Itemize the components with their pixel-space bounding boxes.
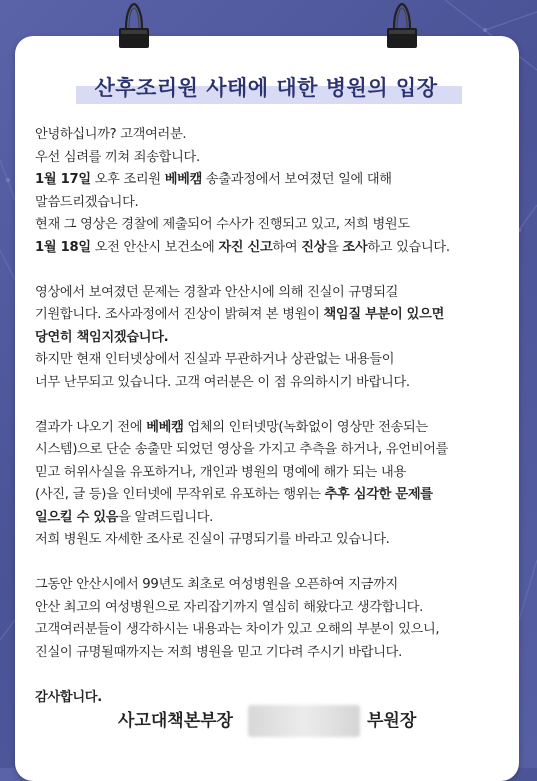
text-segment: 고객여러분들이 생각하시는 내용과는 차이가 있고 오해의 부분이 있으니,: [35, 622, 440, 637]
emphasized-text: 감사합니다.: [35, 689, 102, 705]
text-segment: (사진, 글 등)을 인터넷에 무작위로 유포하는 행위는: [35, 487, 325, 502]
text-segment: 하고 있습니다.: [367, 239, 450, 255]
text-segment: 오후 조리원: [90, 172, 165, 187]
text-segment: 안산 최고의 여성병원으로 자리잡기까지 열심히 해왔다고 생각합니다.: [35, 599, 423, 615]
letter-line: [35, 282, 515, 305]
text-segment: 말씀드리겠습니다.: [35, 194, 139, 210]
emphasized-text: 조사: [342, 239, 368, 255]
letter-line: [35, 304, 515, 327]
letter-line: [35, 484, 515, 507]
emphasized-text: 책임질 부분이 있으면: [323, 307, 445, 322]
letter-line: [35, 529, 515, 552]
text-segment: 진실이 규명될때까지는 저희 병원을 믿고 기다려 주시기 바랍니다.: [35, 644, 402, 660]
text-segment: 하여: [272, 239, 302, 255]
letter-body: [35, 124, 515, 709]
letter-line: [35, 507, 515, 530]
paragraph-gap: [35, 552, 515, 575]
letter-line: [35, 237, 515, 260]
emphasized-text: 추후 심각한 문제를: [324, 487, 433, 502]
letter-line: [35, 147, 515, 170]
text-segment: 우선 심려를 끼쳐 죄송합니다.: [35, 149, 200, 165]
paragraph-gap: [35, 259, 515, 282]
text-segment: 시스템)으로 단순 송출만 되었던 영상을 가지고 추측을 하거나, 유언비어를: [35, 442, 449, 457]
letter-line: [35, 597, 515, 620]
redacted-name: [248, 705, 360, 737]
emphasized-text: 진상: [301, 239, 327, 255]
text-segment: 믿고 허위사실을 유포하거나, 개인과 병원의 명예에 해가 되는 내용: [35, 464, 406, 480]
text-segment: 업체의 인터넷망(녹화없이 영상만 전송되는: [183, 419, 428, 435]
letter-line: [35, 327, 515, 350]
text-segment: 안녕하십니까? 고객여러분.: [35, 127, 187, 142]
letter-line: [35, 349, 515, 372]
emphasized-text: 베베캠: [146, 419, 184, 435]
text-segment: 그동안 안산시에서 99년도 최초로 여성병원을 오픈하여 지금까지: [35, 577, 398, 592]
letter-line: [35, 462, 515, 485]
title-block: [66, 72, 466, 110]
emphasized-text: 당연히 책임지겠습니다.: [35, 329, 169, 345]
paragraph-gap: [35, 394, 515, 417]
text-segment: 을: [326, 239, 343, 255]
text-segment: 하지만 현재 인터넷상에서 진실과 무관하거나 상관없는 내용들이: [35, 352, 395, 367]
text-segment: 너무 난무되고 있습니다. 고객 여러분은 이 점 유의하시기 바랍니다.: [35, 374, 410, 390]
letter-line: [35, 214, 515, 237]
text-segment: 결과가 나오기 전에: [35, 419, 147, 435]
letter-line: [35, 439, 515, 462]
text-segment: 을 알려드립니다.: [118, 509, 214, 525]
emphasized-text: 일으킬 수 있음: [35, 509, 119, 525]
text-segment: 송출과정에서 보여졌던 일에 대해: [202, 172, 392, 187]
paragraph-gap: [35, 664, 515, 687]
text-segment: 오전 안산시 보건소에: [90, 239, 219, 255]
emphasized-text: 베베캠: [164, 172, 203, 187]
text-segment: 기원합니다. 조사과정에서 진상이 밝혀져 본 병원이: [35, 307, 324, 322]
signature-label: 사고대책본부장: [118, 711, 233, 731]
binder-clip-icon: [385, 2, 419, 50]
binder-clip-icon: [117, 2, 151, 50]
letter-line: [35, 574, 515, 597]
letter-line: [35, 372, 515, 395]
text-segment: 저희 병원도 자세한 조사로 진실이 규명되기를 바라고 있습니다.: [35, 532, 390, 547]
letter-line: [35, 417, 515, 440]
emphasized-text: 1월 17일: [35, 172, 91, 187]
page-title: 산후조리원 사태에 대한 병원의 입장: [94, 75, 438, 100]
letter-line: [35, 124, 515, 147]
letter-line: [35, 619, 515, 642]
letter-line: [35, 169, 515, 192]
emphasized-text: 자진 신고: [218, 239, 273, 255]
text-segment: 현재 그 영상은 경찰에 제출되어 수사가 진행되고 있고, 저희 병원도: [35, 217, 410, 232]
emphasized-text: 1월 18일: [35, 239, 91, 255]
text-segment: 영상에서 보여졌던 문제는 경찰과 안산시에 의해 진실이 규명되길: [35, 284, 399, 300]
letter-line: [35, 642, 515, 665]
letter-line: [35, 192, 515, 215]
signature-title: 부원장: [367, 711, 417, 731]
